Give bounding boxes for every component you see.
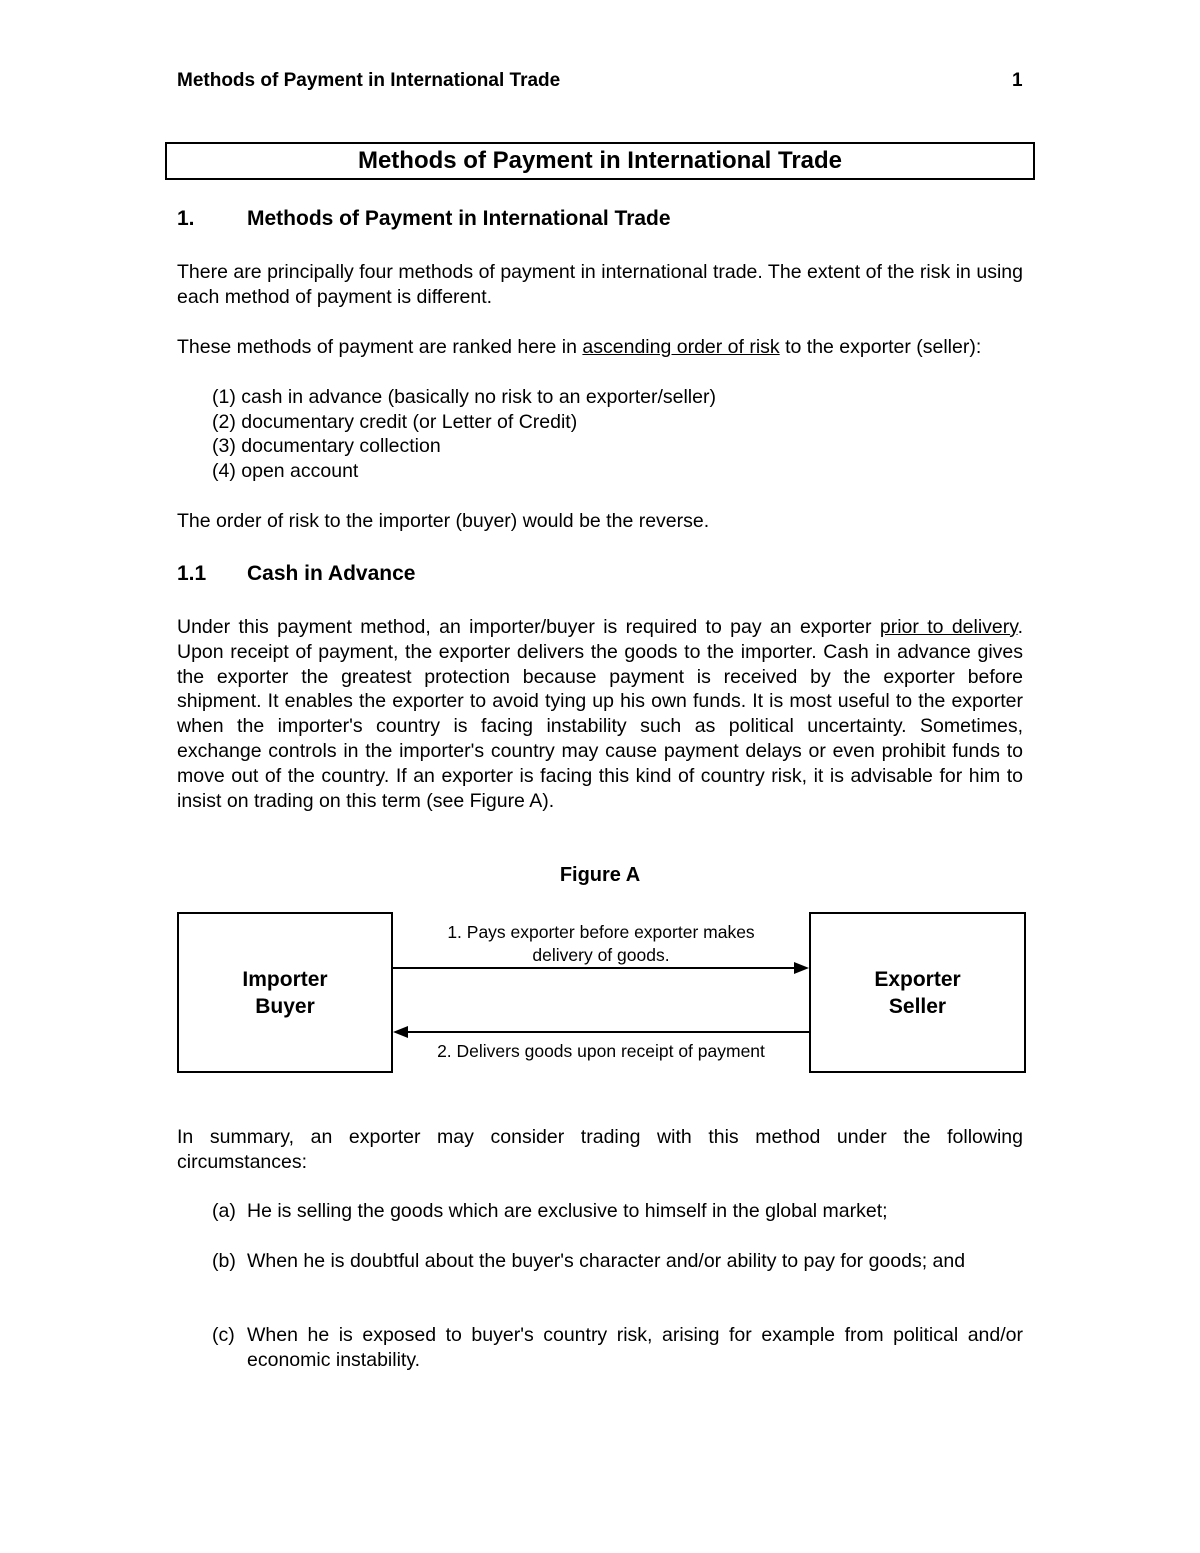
section-1-paragraph-2 xyxy=(177,335,1023,360)
delivery-arrow xyxy=(393,1026,809,1038)
arrow-1-label: 1. Pays exporter before exporter makes delivery of goods. xyxy=(447,922,755,965)
item-text: When he is doubtful about the buyer's character and/or ability to pay for goods; and xyxy=(247,1250,966,1272)
section-1-1-paragraph xyxy=(177,615,1023,813)
buyer-label: Buyer xyxy=(255,994,315,1018)
summary-item-a xyxy=(212,1199,1023,1224)
section-1-paragraph-1: There are principally four methods of payment in international trade. The extent of the risk in using each method of payment is different. xyxy=(177,261,1023,308)
summary-intro: In summary, an exporter may consider trading with this method under the following circumstances: xyxy=(177,1126,1023,1173)
list-item: (3) documentary collection xyxy=(212,435,441,457)
list-item: (4) open account xyxy=(212,460,359,482)
para2-text-before: These methods of payment are ranked here in xyxy=(177,336,583,358)
item-label: (a) xyxy=(212,1200,236,1222)
seller-label: Seller xyxy=(888,994,947,1018)
list-item: (2) documentary credit (or Letter of Credit) xyxy=(212,411,578,433)
section-1-1-heading xyxy=(177,562,415,586)
flow-arrows xyxy=(393,955,809,1045)
importer-label: Importer xyxy=(242,967,328,991)
summary-item-b xyxy=(212,1249,1023,1274)
list-item: (1) cash in advance (basically no risk to an exporter/seller) xyxy=(212,386,716,408)
item-label: (b) xyxy=(212,1250,236,1272)
document-title: Methods of Payment in International Trade xyxy=(165,142,1035,180)
ascending-order-of-risk: ascending order of risk xyxy=(582,336,780,358)
cash-para-before: Under this payment method, an importer/buyer is required to pay an exporter xyxy=(177,616,880,638)
item-text: He is selling the goods which are exclusive to himself in the global market; xyxy=(247,1200,888,1222)
importer-buyer-box xyxy=(177,912,393,1073)
running-header-title: Methods of Payment in International Trade xyxy=(177,70,561,91)
item-label: (c) xyxy=(212,1324,235,1346)
section-1-heading xyxy=(177,207,671,231)
page-number: 1 xyxy=(1012,70,1023,91)
exporter-label: Exporter xyxy=(874,967,961,991)
cash-para-after: . Upon receipt of payment, the exporter delivers the goods to the importer. Cash in advance gives the exporter the greatest protection because payment is received by the exporter before shipment. It enables the exporter to avoid tying up his own funds. It is most useful to the exporter when the importer's country is facing instability such as political uncertainty. Sometimes, exchange controls in the importer's country may cause payment delays or even prohibit funds to move out of the country. If an exporter is facing this kind of country risk, it is advisable for him to insist on trading on this term (see Figure A). xyxy=(177,616,1023,812)
prior-to-delivery: prior to delivery xyxy=(879,616,1018,638)
section-1-title: Methods of Payment in International Trade xyxy=(247,207,671,230)
para2-text-after: to the exporter (seller): xyxy=(779,336,982,358)
exporter-seller-box xyxy=(809,912,1026,1073)
figure-caption: Figure A xyxy=(559,864,641,886)
summary-item-c xyxy=(212,1323,1023,1373)
section-1-1-number: 1.1 xyxy=(177,562,207,585)
section-1-1-title: Cash in Advance xyxy=(247,562,416,585)
item-text: When he is exposed to buyer's country risk, arising for example from political and/or economic instability. xyxy=(247,1324,1023,1371)
arrow-2-label: 2. Delivers goods upon receipt of payment xyxy=(437,1041,765,1061)
section-1-paragraph-3: The order of risk to the importer (buyer) would be the reverse. xyxy=(177,510,710,532)
section-1-number: 1. xyxy=(177,207,195,230)
